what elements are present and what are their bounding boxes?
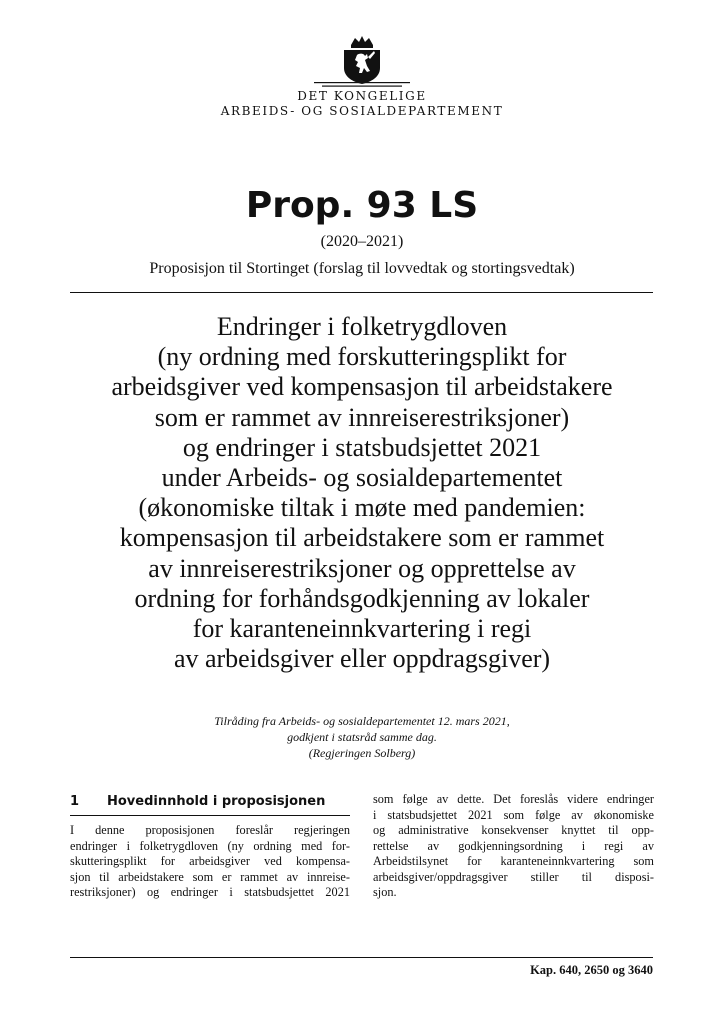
main-title-line: arbeidsgiver ved kompensasjon til arbeidstakere — [111, 372, 613, 402]
title-divider — [70, 292, 653, 293]
main-title-line: og endringer i statsbudsjettet 2021 — [182, 432, 542, 462]
main-title-line: som er rammet av innreiserestriksjoner) — [154, 402, 570, 432]
main-title-line: av innreiserestriksjoner og opprettelse av — [148, 553, 576, 583]
main-title-line: av arbeidsgiver eller oppdragsgiver) — [173, 644, 551, 674]
ministry-name-line1: DET KONGELIGE — [297, 89, 427, 103]
approval-line1: Tilråding fra Arbeids- og sosialdepartementet 12. mars 2021, — [214, 714, 510, 728]
right-column-text — [373, 792, 654, 901]
section-title: Hovedinnhold i proposisjonen — [107, 794, 326, 809]
approval-note — [0, 713, 724, 761]
body-line: I denne proposisjonen foreslår regjeringen — [70, 823, 350, 837]
body-line: skutteringsplikt for arbeidsgiver ved kompensa- — [70, 854, 350, 868]
footer-divider — [70, 957, 653, 958]
body-line: som følge av dette. Det foreslås videre endringer — [373, 792, 654, 806]
body-line: og administrative konsekvenser knyttet til opp- — [373, 823, 654, 837]
main-title-line: under Arbeids- og sosialdepartementet — [161, 463, 563, 493]
body-line: sjon. — [373, 885, 397, 899]
body-line: endringer i folketrygdloven (ny ordning med for- — [70, 838, 350, 853]
body-line: restriksjoner) og endringer i statsbudsjettet 2021 — [70, 885, 350, 899]
section-number: 1 — [70, 794, 80, 809]
approval-line3: (Regjeringen Solberg) — [308, 746, 416, 760]
section-heading — [70, 793, 355, 813]
left-column-text — [70, 823, 350, 901]
body-line: arbeidsgiver/oppdragsgiver stiller til disposi- — [373, 869, 654, 884]
parliamentary-session: (2020–2021) — [320, 233, 404, 250]
section-heading-rule — [70, 815, 350, 816]
main-title-line: kompensasjon til arbeidstakere som er rammet — [119, 523, 605, 553]
proposition-number: Prop. 93 LS — [245, 185, 479, 226]
main-title-line: (økonomiske tiltak i møte med pandemien: — [138, 493, 586, 523]
main-title-line: Endringer i folketrygdloven — [216, 312, 508, 341]
proposition-type: Proposisjon til Stortinget (forslag til lovvedtak og stortingsvedtak) — [149, 260, 575, 277]
ministry-name-line2: ARBEIDS- OG SOSIALDEPARTEMENT — [220, 104, 504, 118]
body-line: Arbeidstilsynet for karanteneinnkvartering som — [373, 854, 654, 868]
approval-line2: godkjent i statsråd samme dag. — [287, 730, 437, 744]
body-line: sjon til arbeidstakere som er rammet av innreise- — [70, 869, 350, 884]
main-title-line: (ny ordning med forskutteringsplikt for — [157, 342, 567, 372]
budget-chapters: Kap. 640, 2650 og 3640 — [530, 963, 653, 977]
document-main-title — [40, 312, 684, 674]
norwegian-royal-crest-icon — [341, 35, 383, 85]
body-line: rettelse av godkjenningsordning i regi av — [373, 838, 654, 853]
main-title-line: ordning for forhåndsgodkjenning av lokaler — [134, 583, 590, 613]
body-line: i statsbudsjettet 2021 som følge av økonomiske — [373, 807, 654, 822]
main-title-line: for karanteneinnkvartering i regi — [192, 614, 532, 644]
